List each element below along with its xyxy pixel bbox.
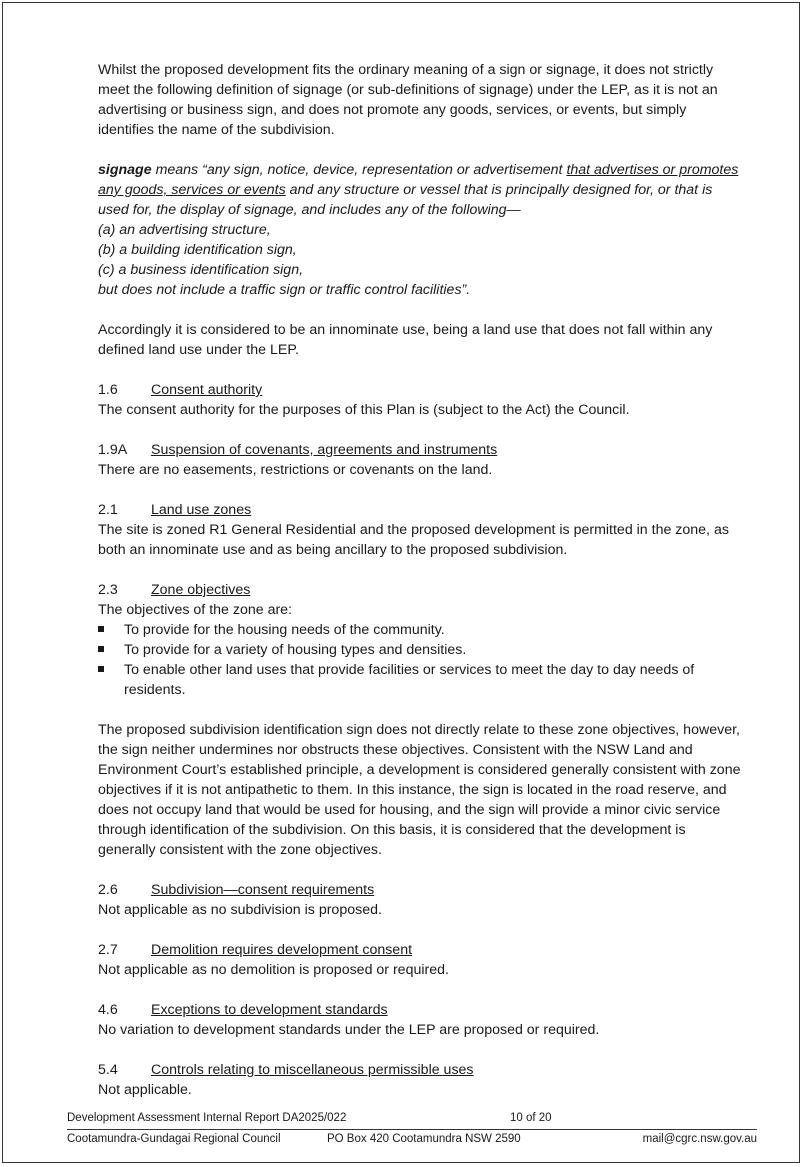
footer-email: mail@cgrc.nsw.gov.au <box>642 1133 757 1145</box>
definition-item-a: (a) an advertising structure, <box>98 222 271 238</box>
section-5-4-heading: 5.4 Controls relating to miscellaneous permissible uses <box>98 1062 474 1078</box>
footer-council-name: Cootamundra-Gundagai Regional Council <box>67 1133 281 1145</box>
document-body <box>98 60 746 1100</box>
section-2-6-heading: 2.6 Subdivision—consent requirements <box>98 882 375 898</box>
intro-paragraph: Whilst the proposed development fits the ordinary meaning of a sign or signage, it does not strictly meet the following definition of signage (or sub-definitions of signage) under the LEP, as it is not an advertising or business sign, and does not promote any goods, services, or events, but simply identifies the name of the subdivision. <box>98 62 718 138</box>
footer-divider <box>67 1129 757 1130</box>
section-2-3-heading: 2.3 Zone objectives <box>98 582 251 598</box>
definition-underlined: that advertises or promotes any goods, services or events <box>98 162 739 198</box>
section-1-6-heading: 1.6 Consent authority <box>98 382 263 398</box>
zone-objectives-list <box>98 620 746 700</box>
section-1-9a-body: There are no easements, restrictions or covenants on the land. <box>98 462 493 478</box>
section-2-1-heading: 2.1 Land use zones <box>98 502 252 518</box>
section-2-6-body: Not applicable as no subdivision is proposed. <box>98 902 382 918</box>
section-5-4-body: Not applicable. <box>98 1082 192 1098</box>
section-2-1-body: The site is zoned R1 General Residential and the proposed development is permitted in the zone, as both an innominate use and as being ancillary to the proposed subdivision. <box>98 522 729 558</box>
list-item: To enable other land uses that provide facilities or services to meet the day to day needs of residents. <box>98 660 746 700</box>
definition-item-b: (b) a building identification sign, <box>98 242 297 258</box>
footer-report-title: Development Assessment Internal Report DA2025/022 <box>67 1112 347 1124</box>
section-2-3-intro: The objectives of the zone are: <box>98 602 293 618</box>
footer-address: PO Box 420 Cootamundra NSW 2590 <box>327 1133 521 1145</box>
section-4-6-heading: 4.6 Exceptions to development standards <box>98 1002 388 1018</box>
innominate-paragraph: Accordingly it is considered to be an innominate use, being a land use that does not fall within any defined land use under the LEP. <box>98 322 713 358</box>
section-1-9a-heading: 1.9A Suspension of covenants, agreements and instruments <box>98 442 498 458</box>
definition-term: signage <box>98 162 152 178</box>
section-2-7-heading: 2.7 Demolition requires development consent <box>98 942 413 958</box>
footer-page-number: 10 of 20 <box>510 1112 552 1124</box>
list-item: To provide for the housing needs of the community. <box>98 620 746 640</box>
section-4-6-body: No variation to development standards under the LEP are proposed or required. <box>98 1022 600 1038</box>
section-2-3-discussion: The proposed subdivision identification sign does not directly relate to these zone objectives, however, the sign neither undermines nor obstructs these objectives. Consistent with the NSW Land and Environment Court’s established principle, a development is considered generally consistent with zone objectives if it is not antipathetic to them. In this instance, the sign is located in the road reserve, and does not occupy land that would be used for housing, and the sign will provide a minor civic service through identification of the subdivision. On this basis, it is considered that the development is generally consistent with the zone objectives. <box>98 722 741 858</box>
definition-paragraph: signage means “any sign, notice, device, representation or advertisement that advertises or promotes any goods, services or events and any structure or vessel that is principally designed for, or that is used for, the display of signage, and includes any of the following— <box>98 162 739 218</box>
section-1-6-body: The consent authority for the purposes of this Plan is (subject to the Act) the Council. <box>98 402 630 418</box>
list-item: To provide for a variety of housing types and densities. <box>98 640 746 660</box>
signage-definition <box>98 160 746 300</box>
section-2-7-body: Not applicable as no demolition is proposed or required. <box>98 962 449 978</box>
definition-item-c: (c) a business identification sign, <box>98 262 304 278</box>
definition-closing: but does not include a traffic sign or traffic control facilities”. <box>98 282 471 298</box>
